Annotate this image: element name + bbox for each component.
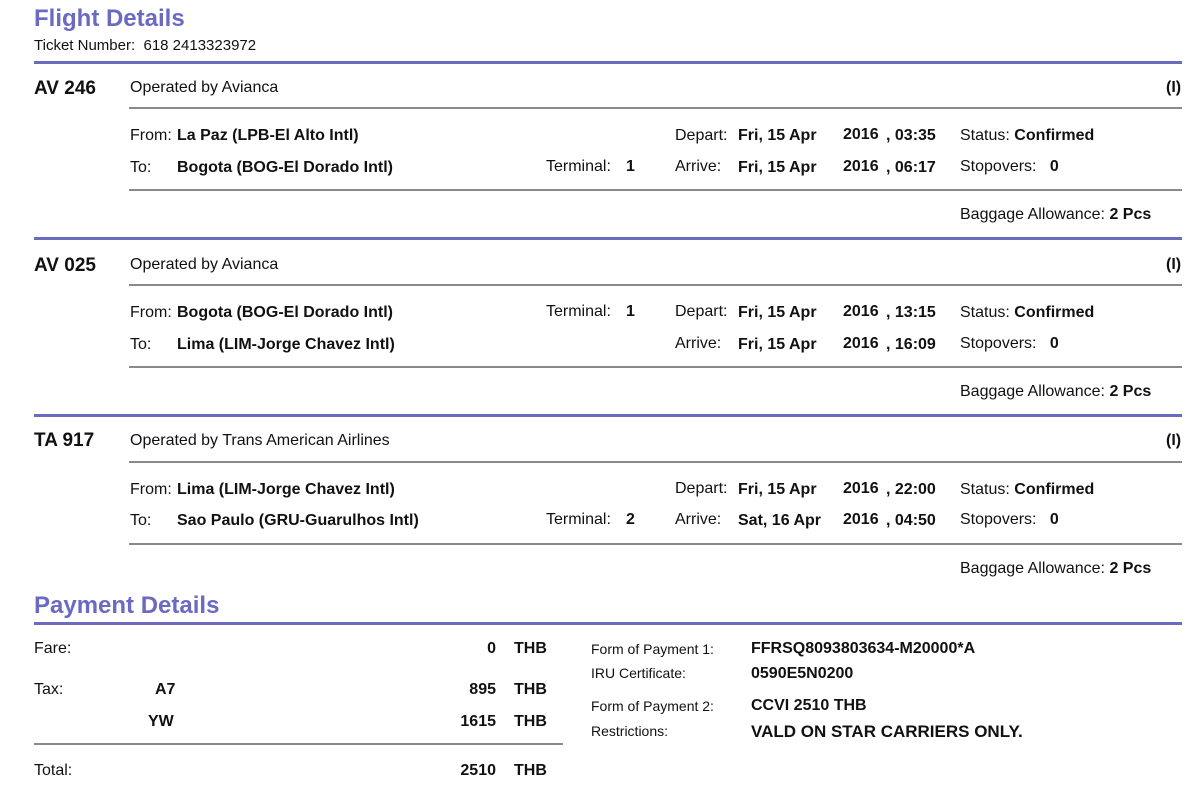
flight-code: AV 246: [34, 78, 96, 99]
baggage-label: Baggage Allowance:: [960, 383, 1105, 400]
arrive-time: , 06:17: [886, 159, 936, 176]
divider: [34, 743, 563, 745]
stopovers-value: 0: [1049, 158, 1059, 175]
arrive-year: 2016: [843, 511, 879, 528]
depart-year: 2016: [843, 480, 879, 497]
to-terminal-label: Terminal:: [546, 158, 611, 175]
from-label: From:: [130, 481, 172, 498]
status-row: [960, 127, 1094, 145]
tax-code: A7: [155, 681, 176, 698]
depart-year: 2016: [843, 126, 879, 143]
operator: Operated by Avianca: [130, 79, 279, 96]
depart-date: Fri, 15 Apr: [738, 304, 817, 321]
iru-label: IRU Certificate:: [591, 665, 686, 681]
payment-details-title: Payment Details: [34, 592, 220, 619]
fop1-label: Form of Payment 1:: [591, 641, 714, 657]
baggage-row: [960, 206, 1151, 224]
tax-amount: 895: [469, 681, 496, 698]
baggage-row: [960, 383, 1151, 401]
restrictions-value: VALD ON STAR CARRIERS ONLY.: [751, 722, 1023, 741]
fop1-value: FFRSQ8093803634-M20000*A: [751, 640, 976, 657]
ticket-number-value: 618 2413323972: [143, 37, 257, 54]
stopovers-row: [960, 511, 1059, 529]
restrictions-label: Restrictions:: [591, 723, 669, 739]
baggage-label: Baggage Allowance:: [960, 206, 1105, 223]
fare-label: Fare:: [34, 640, 72, 657]
to-terminal-label: Terminal:: [546, 511, 611, 528]
operator: Operated by Avianca: [130, 256, 279, 273]
international-flag: (I): [1166, 432, 1182, 449]
total-label: Total:: [34, 762, 73, 779]
divider: [129, 107, 1182, 109]
tax-currency: THB: [514, 713, 547, 730]
from-terminal: 1: [626, 303, 635, 320]
baggage-label: Baggage Allowance:: [960, 560, 1105, 577]
to-label: To:: [130, 512, 152, 529]
baggage-value: 2 Pcs: [1109, 383, 1152, 400]
status-row: [960, 304, 1094, 322]
arrive-date: Sat, 16 Apr: [738, 512, 821, 529]
status-value: Confirmed: [1014, 304, 1095, 321]
divider: [129, 366, 1182, 368]
flight-segment: [0, 62, 1200, 239]
baggage-value: 2 Pcs: [1109, 206, 1152, 223]
operator: Operated by Trans American Airlines: [130, 432, 390, 449]
status-label: Status:: [960, 304, 1010, 321]
arrive-label: Arrive:: [675, 335, 722, 352]
to-airport: Lima (LIM-Jorge Chavez Intl): [177, 336, 395, 353]
depart-label: Depart:: [675, 127, 728, 144]
from-terminal-label: Terminal:: [546, 303, 611, 320]
fare-currency: THB: [514, 640, 547, 657]
flight-code: TA 917: [34, 430, 95, 451]
stopovers-value: 0: [1049, 511, 1059, 528]
to-airport: Sao Paulo (GRU-Guarulhos Intl): [177, 512, 419, 529]
depart-label: Depart:: [675, 303, 728, 320]
flight-code: AV 025: [34, 255, 96, 276]
from-airport: La Paz (LPB-El Alto Intl): [177, 127, 359, 144]
baggage-value: 2 Pcs: [1109, 560, 1152, 577]
from-airport: Lima (LIM-Jorge Chavez Intl): [177, 481, 395, 498]
status-label: Status:: [960, 481, 1010, 498]
total-amount: 2510: [460, 762, 496, 779]
tax-amount: 1615: [460, 713, 496, 730]
tax-currency: THB: [514, 681, 547, 698]
stopovers-row: [960, 335, 1059, 353]
to-label: To:: [130, 159, 152, 176]
depart-date: Fri, 15 Apr: [738, 481, 817, 498]
flight-details-title: Flight Details: [34, 5, 185, 32]
flight-segment: [0, 239, 1200, 416]
to-label: To:: [130, 336, 152, 353]
ticket-number-row: [34, 37, 256, 54]
tax-label: Tax:: [34, 681, 64, 698]
depart-label: Depart:: [675, 480, 728, 497]
tax-code: YW: [148, 713, 174, 730]
to-airport: Bogota (BOG-El Dorado Intl): [177, 159, 393, 176]
arrive-label: Arrive:: [675, 511, 722, 528]
depart-year: 2016: [843, 303, 879, 320]
divider: [129, 189, 1182, 191]
stopovers-value: 0: [1049, 335, 1059, 352]
arrive-year: 2016: [843, 335, 879, 352]
arrive-year: 2016: [843, 158, 879, 175]
depart-time: , 13:15: [886, 304, 936, 321]
iru-value: 0590E5N0200: [751, 665, 854, 682]
arrive-time: , 16:09: [886, 336, 936, 353]
status-label: Status:: [960, 127, 1010, 144]
divider: [129, 284, 1182, 286]
arrive-date: Fri, 15 Apr: [738, 159, 817, 176]
depart-time: , 22:00: [886, 481, 936, 498]
stopovers-label: Stopovers:: [960, 511, 1037, 528]
depart-time: , 03:35: [886, 127, 936, 144]
divider: [129, 461, 1182, 463]
stopovers-row: [960, 158, 1059, 176]
stopovers-label: Stopovers:: [960, 335, 1037, 352]
international-flag: (I): [1166, 256, 1182, 273]
divider: [34, 622, 1182, 625]
from-airport: Bogota (BOG-El Dorado Intl): [177, 304, 393, 321]
ticket-number-label: Ticket Number:: [34, 37, 136, 54]
fop2-value: CCVI 2510 THB: [751, 697, 867, 714]
arrive-date: Fri, 15 Apr: [738, 336, 817, 353]
arrive-label: Arrive:: [675, 158, 722, 175]
total-currency: THB: [514, 762, 547, 779]
status-value: Confirmed: [1014, 481, 1095, 498]
stopovers-label: Stopovers:: [960, 158, 1037, 175]
fare-amount: 0: [487, 640, 496, 657]
baggage-row: [960, 560, 1151, 578]
divider: [129, 543, 1182, 545]
from-label: From:: [130, 127, 172, 144]
flight-segment: [0, 416, 1200, 593]
international-flag: (I): [1166, 79, 1182, 96]
depart-date: Fri, 15 Apr: [738, 127, 817, 144]
fop2-label: Form of Payment 2:: [591, 698, 714, 714]
status-row: [960, 481, 1094, 499]
to-terminal: 2: [626, 511, 635, 528]
status-value: Confirmed: [1014, 127, 1095, 144]
to-terminal: 1: [626, 158, 635, 175]
from-label: From:: [130, 304, 172, 321]
arrive-time: , 04:50: [886, 512, 936, 529]
